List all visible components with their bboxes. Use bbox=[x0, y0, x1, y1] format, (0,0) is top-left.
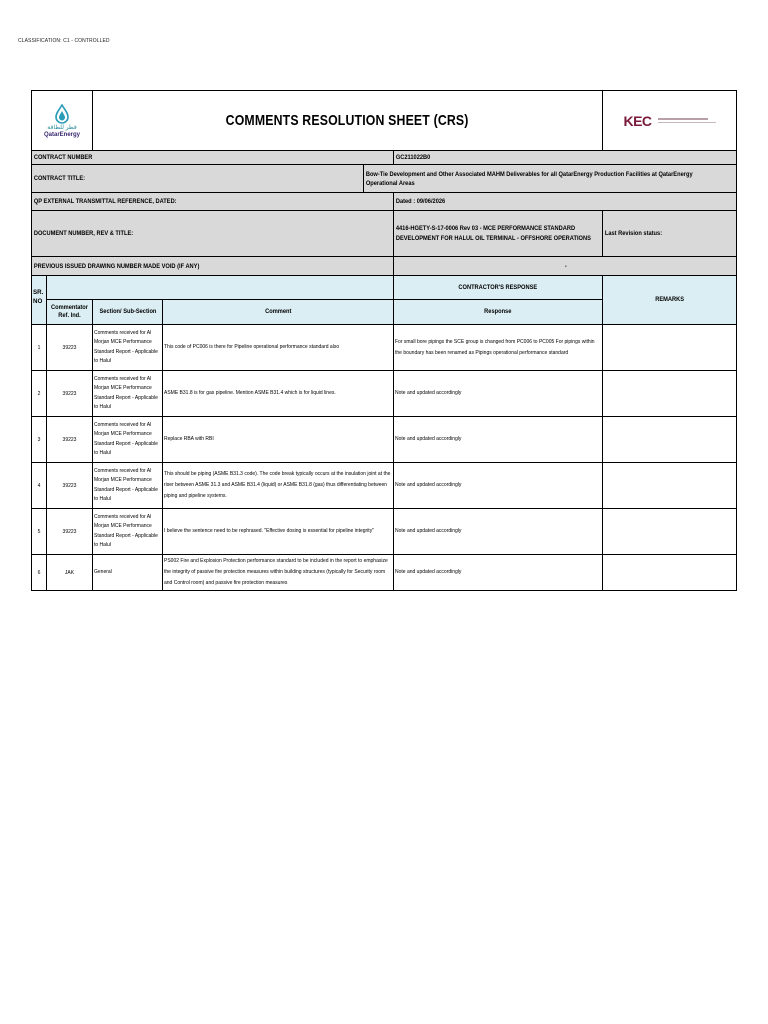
table-row bbox=[32, 509, 736, 555]
row-sr-no: 3 bbox=[32, 417, 47, 462]
previous-drawing-label: PREVIOUS ISSUED DRAWING NUMBER MADE VOID (IF ANY) bbox=[33, 262, 200, 270]
crs-sheet bbox=[31, 90, 737, 591]
contract-title-value: Bow-Tie Development and Other Associated MAHM Deliverables for all QatarEnergy Production Facilities at QatarEnergy Operational Areas bbox=[365, 170, 693, 187]
logo-arabic-text: قطر للطاقة bbox=[47, 124, 77, 131]
kec-logo-text: KEC bbox=[623, 112, 652, 129]
table-row bbox=[32, 371, 736, 417]
header-remarks: REMARKS bbox=[655, 296, 684, 303]
header-sr-no: SR. NO bbox=[32, 276, 47, 324]
row-remarks bbox=[603, 417, 736, 462]
row-section: Comments received for Al Morjan MCE Performance Standard Report - Applicable to Halul bbox=[93, 325, 163, 370]
row-comment: This should be piping (ASME B31.3 code). The code break typically occurs at the insulation joint at the riser between ASME 31.3 and ASME B31.4 (liquid) or ASME B31.8 (gas) thus differentiating between piping and pipeline systems. bbox=[163, 463, 394, 508]
previous-drawing-value: - bbox=[564, 262, 567, 270]
row-comment: ASME B31.8 is for gas pipeline. Mention ASME B31.4 which is for liquid lines. bbox=[163, 371, 394, 416]
document-number-line1: 4416-HGETY-S-17-0006 Rev 03 - MCE PERFORMANCE STANDARD bbox=[395, 225, 576, 232]
contract-number-row bbox=[32, 151, 736, 165]
transmittal-row bbox=[32, 193, 736, 211]
table-header bbox=[32, 276, 736, 325]
row-comment: This code of PC006 is there for Pipeline operational performance standard also bbox=[163, 325, 394, 370]
row-comment: PS002 Fire and Explosion Protection performance standard to be included in the report to emphasize the integrity of passive fire protection measures within building structures (typically for Security room and Control room) and passive fire protection measures bbox=[163, 555, 394, 590]
row-sr-no: 6 bbox=[32, 555, 47, 590]
row-section: Comments received for Al Morjan MCE Performance Standard Report - Applicable to Halul bbox=[93, 509, 163, 554]
row-section: General bbox=[93, 555, 163, 590]
row-remarks bbox=[603, 325, 736, 370]
table-row bbox=[32, 417, 736, 463]
previous-drawing-row bbox=[32, 257, 736, 276]
row-remarks bbox=[603, 555, 736, 590]
row-commentator: 39223 bbox=[47, 371, 93, 416]
last-revision-label: Last Revision status: bbox=[604, 230, 663, 237]
header-section: Section/ Sub-Section bbox=[99, 308, 156, 315]
row-section: Comments received for Al Morjan MCE Performance Standard Report - Applicable to Halul bbox=[93, 463, 163, 508]
logo-brand-text: QatarEnergy bbox=[43, 131, 80, 138]
row-commentator: 39223 bbox=[47, 325, 93, 370]
row-remarks bbox=[603, 463, 736, 508]
header-contractors-response: CONTRACTOR'S RESPONSE bbox=[458, 283, 538, 291]
contract-number-label: CONTRACT NUMBER bbox=[33, 154, 93, 161]
kec-logo bbox=[603, 91, 736, 150]
row-response: Note and updated accordingly bbox=[394, 555, 603, 590]
row-response: For small bore pipings the SCE group is changed from PC006 to PC005 For pipings within the boundary has been renamed as Pipings operational performance standard bbox=[394, 325, 603, 370]
row-remarks bbox=[603, 509, 736, 554]
kec-logo-subtext bbox=[658, 118, 716, 124]
row-comment: I believe the sentence need to be rephrased. "Effective dosing is essential for pipeline integrity" bbox=[163, 509, 394, 554]
row-comment: Replace RBA with RBI bbox=[163, 417, 394, 462]
classification-label: CLASSIFICATION: C1 - CONTROLLED bbox=[18, 38, 110, 44]
row-sr-no: 5 bbox=[32, 509, 47, 554]
table-row bbox=[32, 463, 736, 509]
row-response: Note and updated accordingly bbox=[394, 463, 603, 508]
table-row bbox=[32, 325, 736, 371]
row-sr-no: 2 bbox=[32, 371, 47, 416]
document-number-row bbox=[32, 211, 736, 257]
document-title-line2: DEVELOPMENT FOR HALUL OIL TERMINAL - OFFSHORE OPERATIONS bbox=[395, 235, 591, 242]
row-response: Note and updated accordingly bbox=[394, 417, 603, 462]
row-section: Comments received for Al Morjan MCE Performance Standard Report - Applicable to Halul bbox=[93, 417, 163, 462]
row-sr-no: 1 bbox=[32, 325, 47, 370]
header-commentator: Commentator Ref. Ind. bbox=[50, 304, 89, 319]
document-number-label: DOCUMENT NUMBER, REV & TITLE: bbox=[33, 230, 134, 237]
row-commentator: JAK bbox=[47, 555, 93, 590]
row-sr-no: 4 bbox=[32, 463, 47, 508]
row-response: Note and updated accordingly bbox=[394, 371, 603, 416]
sheet-header bbox=[32, 91, 736, 151]
transmittal-label: QP EXTERNAL TRANSMITTAL REFERENCE, DATED: bbox=[33, 198, 177, 205]
row-commentator: 39223 bbox=[47, 463, 93, 508]
header-response: Response bbox=[484, 308, 512, 315]
water-drop-icon bbox=[54, 104, 70, 124]
page-title: COMMENTS RESOLUTION SHEET (CRS) bbox=[226, 112, 469, 129]
table-row bbox=[32, 555, 736, 590]
contract-title-row bbox=[32, 165, 736, 193]
row-remarks bbox=[603, 371, 736, 416]
title-cell bbox=[93, 91, 603, 150]
row-commentator: 39223 bbox=[47, 509, 93, 554]
contract-number-value: GC211022B0 bbox=[395, 154, 431, 161]
row-commentator: 39223 bbox=[47, 417, 93, 462]
contract-title-label: CONTRACT TITLE: bbox=[33, 175, 86, 182]
row-response: Note and updated accordingly bbox=[394, 509, 603, 554]
row-section: Comments received for Al Morjan MCE Performance Standard Report - Applicable to Halul bbox=[93, 371, 163, 416]
transmittal-value: Dated : 09/06/2026 bbox=[395, 198, 446, 205]
qatarenergy-logo bbox=[32, 91, 93, 150]
header-comment: Comment bbox=[264, 308, 292, 315]
